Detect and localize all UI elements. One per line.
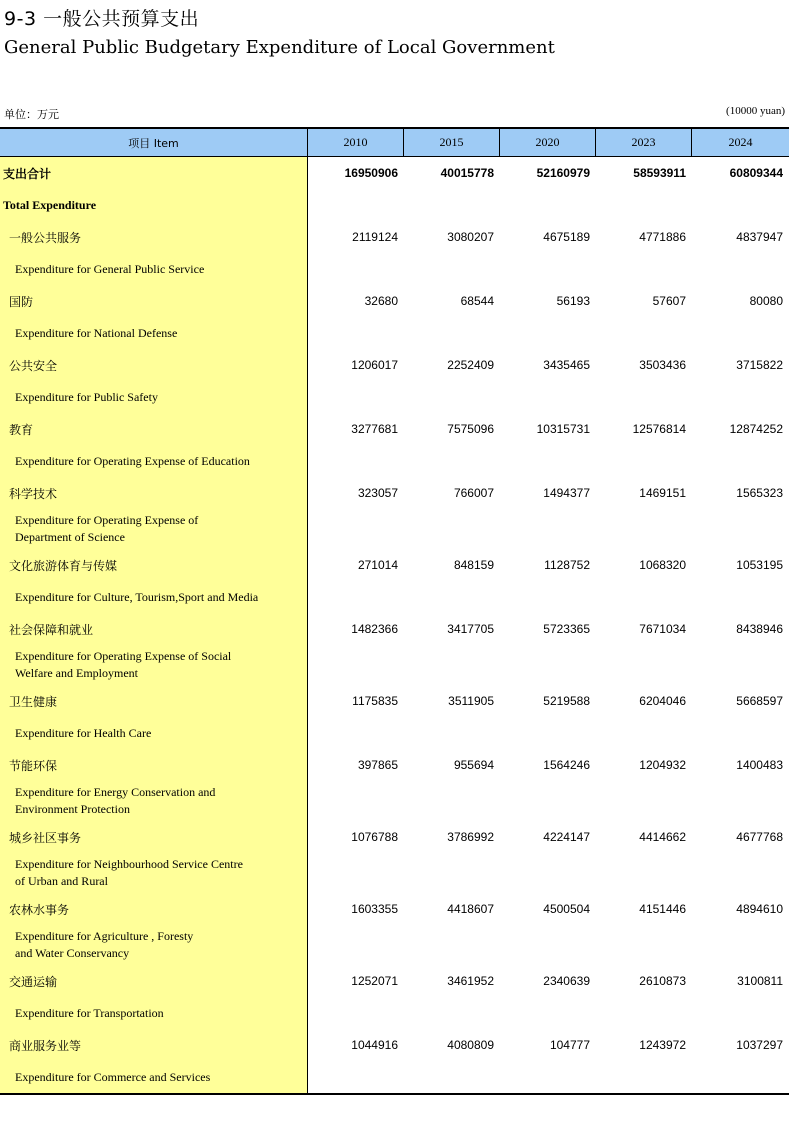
value-cell: 57607 — [652, 294, 686, 308]
row-label-cn: 节能环保 — [9, 758, 58, 773]
header-item: 项目 Item — [0, 129, 308, 156]
value-cell: 4080809 — [447, 1038, 494, 1052]
value-cell: 3503436 — [639, 358, 686, 372]
unit-label-en: (10000 yuan) — [726, 105, 785, 117]
value-cell: 3786992 — [447, 830, 494, 844]
row-label-cn: 教育 — [9, 422, 34, 437]
value-cell: 4151446 — [639, 902, 686, 916]
row-label-en-lines — [15, 928, 193, 962]
table-row-values — [308, 965, 789, 997]
value-cell: 1564246 — [543, 758, 590, 772]
value-cell: 4894610 — [736, 902, 783, 916]
value-cell: 32680 — [364, 294, 398, 308]
value-cell: 2340639 — [543, 974, 590, 988]
row-label-en-line1: Expenditure for Neighbourhood Service Centre — [15, 857, 243, 871]
value-cell: 766007 — [453, 486, 494, 500]
value-cell: 1128752 — [544, 558, 590, 572]
value-cell: 3100811 — [737, 974, 783, 988]
value-cell: 1204932 — [639, 758, 686, 772]
value-cell: 1243972 — [639, 1038, 686, 1052]
value-cell: 1494377 — [543, 486, 590, 500]
value-cell: 60809344 — [729, 166, 783, 180]
value-cell: 1076788 — [351, 830, 398, 844]
value-cell: 2119124 — [352, 230, 398, 244]
row-label-cn: 交通运输 — [9, 974, 58, 989]
value-cell: 5723365 — [543, 622, 590, 636]
value-cell: 1206017 — [351, 358, 398, 372]
row-label-en: Expenditure for General Public Service — [15, 261, 205, 276]
row-spacer — [308, 381, 789, 413]
values-column — [308, 157, 789, 1093]
value-cell: 1053195 — [736, 558, 783, 572]
value-cell: 104777 — [549, 1038, 590, 1052]
value-cell: 4500504 — [543, 902, 590, 916]
row-label-cn: 公共安全 — [9, 358, 58, 373]
row-label-cn: 国防 — [9, 294, 34, 309]
row-spacer — [308, 781, 789, 821]
value-cell: 58593911 — [633, 166, 686, 180]
value-cell: 2252409 — [447, 358, 494, 372]
row-label-en — [0, 781, 307, 821]
value-cell: 3277681 — [351, 422, 398, 436]
row-label-en: Expenditure for Health Care — [15, 725, 152, 740]
value-cell: 5219588 — [543, 694, 590, 708]
row-label-en-line1: Expenditure for Agriculture , Foresty — [15, 929, 194, 943]
value-cell: 4224147 — [543, 830, 590, 844]
table-row-values — [308, 685, 789, 717]
row-label-en-line2: of Urban and Rural — [15, 874, 108, 888]
value-cell: 3715822 — [736, 358, 783, 372]
row-label-en: Expenditure for Operating Expense of Education — [15, 453, 250, 468]
value-cell: 4837947 — [736, 230, 783, 244]
value-cell: 5668597 — [736, 694, 783, 708]
table-row-values — [308, 893, 789, 925]
row-label-cn: 社会保障和就业 — [9, 622, 94, 637]
table-row-values — [308, 221, 789, 253]
row-spacer — [308, 925, 789, 965]
row-label-cn: 科学技术 — [9, 486, 58, 501]
value-cell: 10315731 — [536, 422, 590, 436]
row-label-en-line2: and Water Conservancy — [15, 946, 130, 960]
row-spacer — [308, 253, 789, 285]
row-spacer — [308, 853, 789, 893]
value-cell: 16950906 — [344, 166, 398, 180]
row-label-en — [0, 645, 307, 685]
row-label-en-lines — [15, 512, 198, 546]
value-cell: 1175835 — [352, 694, 398, 708]
table-row-values — [308, 157, 789, 189]
value-cell: 1565323 — [736, 486, 783, 500]
value-cell: 1068320 — [639, 558, 686, 572]
value-cell: 4677768 — [736, 830, 783, 844]
value-cell: 3461952 — [447, 974, 494, 988]
value-cell: 1400483 — [736, 758, 783, 772]
value-cell: 56193 — [556, 294, 590, 308]
value-cell: 1482366 — [351, 622, 398, 636]
value-cell: 7575096 — [447, 422, 494, 436]
table-row-values — [308, 477, 789, 509]
table-row-values — [308, 285, 789, 317]
table-row-values — [308, 749, 789, 781]
row-spacer — [308, 997, 789, 1029]
header-year: 2015 — [404, 129, 500, 156]
value-cell: 4418607 — [447, 902, 494, 916]
row-spacer — [308, 445, 789, 477]
item-column — [0, 157, 308, 1093]
row-spacer — [308, 581, 789, 613]
row-label-en-line1: Expenditure for Operating Expense of Social — [15, 649, 232, 663]
row-label-en: Expenditure for Commerce and Services — [15, 1069, 211, 1084]
row-label-en-lines — [15, 856, 243, 890]
row-spacer — [308, 317, 789, 349]
table-body — [0, 157, 789, 1095]
row-spacer — [308, 189, 789, 221]
value-cell: 80080 — [749, 294, 783, 308]
row-label-cn: 一般公共服务 — [9, 230, 82, 245]
expenditure-table — [0, 127, 789, 1095]
row-label-en-line1: Expenditure for Operating Expense of — [15, 513, 199, 527]
row-spacer — [308, 645, 789, 685]
row-spacer — [308, 509, 789, 549]
row-label-total-en: Total Expenditure — [3, 197, 97, 212]
value-cell: 8438946 — [736, 622, 783, 636]
row-label-en: Expenditure for Public Safety — [15, 389, 158, 404]
table-row-values — [308, 549, 789, 581]
page-title-cn: 9-3 一般公共预算支出 — [4, 8, 200, 30]
value-cell: 12576814 — [632, 422, 686, 436]
value-cell: 1252071 — [351, 974, 398, 988]
row-label-en-line2: Welfare and Employment — [15, 666, 138, 680]
row-label-en — [0, 509, 307, 549]
table-header — [0, 127, 789, 157]
row-label-cn: 农林水事务 — [9, 902, 70, 917]
value-cell: 40015778 — [440, 166, 494, 180]
row-label-cn: 卫生健康 — [9, 694, 58, 709]
row-label-en — [0, 853, 307, 893]
row-label-en — [0, 925, 307, 965]
value-cell: 3435465 — [543, 358, 590, 372]
unit-label-cn: 单位：万元 — [4, 108, 59, 121]
header-year: 2010 — [308, 129, 404, 156]
row-label-en-line2: Environment Protection — [15, 802, 130, 816]
row-label-en-lines — [15, 784, 215, 818]
row-label-total-cn: 支出合计 — [3, 166, 52, 181]
page-title-en: General Public Budgetary Expenditure of Local Government — [4, 37, 555, 58]
value-cell: 1603355 — [351, 902, 398, 916]
row-spacer — [308, 1061, 789, 1093]
table-row-values — [308, 821, 789, 853]
value-cell: 12874252 — [729, 422, 783, 436]
value-cell: 52160979 — [536, 166, 590, 180]
header-year: 2023 — [596, 129, 692, 156]
value-cell: 4414662 — [639, 830, 686, 844]
row-label-en: Expenditure for Culture, Tourism,Sport and Media — [15, 589, 259, 604]
value-cell: 848159 — [453, 558, 494, 572]
value-cell: 397865 — [357, 758, 398, 772]
value-cell: 3511905 — [448, 694, 494, 708]
value-cell: 68544 — [460, 294, 494, 308]
header-year: 2020 — [500, 129, 596, 156]
row-label-cn: 商业服务业等 — [9, 1038, 82, 1053]
table-row-values — [308, 1029, 789, 1061]
table-row-values — [308, 413, 789, 445]
value-cell: 3080207 — [447, 230, 494, 244]
value-cell: 271014 — [357, 558, 398, 572]
value-cell: 1469151 — [639, 486, 686, 500]
row-label-en-lines — [15, 648, 231, 682]
value-cell: 4771886 — [639, 230, 686, 244]
value-cell: 1037297 — [736, 1038, 783, 1052]
value-cell: 2610873 — [639, 974, 686, 988]
value-cell: 4675189 — [543, 230, 590, 244]
row-spacer — [308, 717, 789, 749]
value-cell: 323057 — [357, 486, 398, 500]
row-label-en-line2: Department of Science — [15, 530, 125, 544]
row-label-cn: 城乡社区事务 — [9, 830, 82, 845]
value-cell: 3417705 — [447, 622, 494, 636]
header-year: 2024 — [728, 135, 753, 149]
value-cell: 7671034 — [639, 622, 686, 636]
row-label-cn: 文化旅游体育与传媒 — [9, 558, 118, 573]
value-cell: 6204046 — [639, 694, 686, 708]
table-row-values — [308, 349, 789, 381]
table-row-values — [308, 613, 789, 645]
value-cell: 1044916 — [351, 1038, 398, 1052]
row-label-en-line1: Expenditure for Energy Conservation and — [15, 785, 216, 799]
row-label-en: Expenditure for Transportation — [15, 1005, 164, 1020]
value-cell: 955694 — [453, 758, 494, 772]
row-label-en: Expenditure for National Defense — [15, 325, 178, 340]
